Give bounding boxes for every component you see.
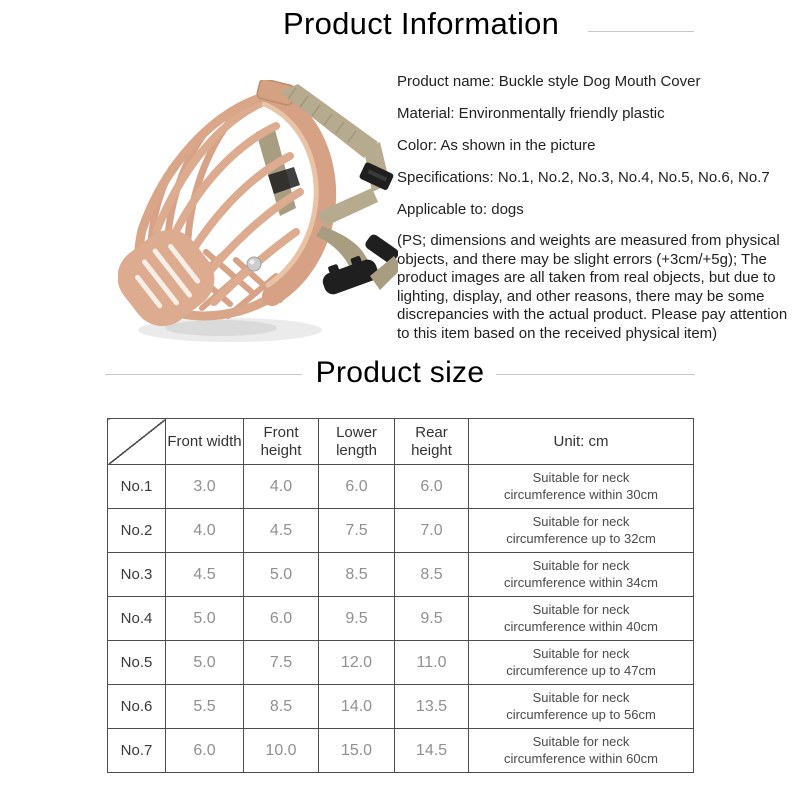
col-lower-length: Lower length: [319, 419, 395, 465]
size-row-no5: [108, 641, 694, 685]
col-rear-height: Rear height: [395, 419, 469, 465]
strap-tail: [370, 256, 398, 290]
fit-note: Suitable for neck circumference within 40cm: [469, 597, 694, 641]
row-label: No.5: [108, 641, 166, 685]
lower-length-value: 12.0: [319, 641, 395, 685]
size-row-no6: [108, 685, 694, 729]
lower-length-value: 15.0: [319, 729, 395, 773]
row-label: No.1: [108, 465, 166, 509]
front-width-value: 3.0: [166, 465, 244, 509]
front-height-value: 6.0: [244, 597, 319, 641]
col-front-width: Front width: [166, 419, 244, 465]
detail-applicable: Applicable to: dogs: [397, 201, 524, 218]
detail-color: Color: As shown in the picture: [397, 137, 596, 154]
size-divider-right: [496, 374, 695, 375]
front-width-value: 5.0: [166, 597, 244, 641]
detail-product-name: Product name: Buckle style Dog Mouth Cover: [397, 73, 701, 90]
section-title-product-size: Product size: [315, 356, 485, 389]
detail-specifications: Specifications: No.1, No.2, No.3, No.4, No.5, No.6, No.7: [397, 169, 770, 186]
row-label: No.4: [108, 597, 166, 641]
lower-length-value: 14.0: [319, 685, 395, 729]
rivet: [247, 257, 261, 271]
size-table-header-row: [108, 419, 694, 465]
front-width-value: 4.0: [166, 509, 244, 553]
col-unit: Unit: cm: [469, 419, 694, 465]
front-height-value: 4.0: [244, 465, 319, 509]
front-height-value: 7.5: [244, 641, 319, 685]
front-height-value: 8.5: [244, 685, 319, 729]
rear-height-value: 8.5: [395, 553, 469, 597]
front-width-value: 5.5: [166, 685, 244, 729]
lower-length-value: 7.5: [319, 509, 395, 553]
lower-length-value: 6.0: [319, 465, 395, 509]
size-row-no4: [108, 597, 694, 641]
page-title: Product Information: [283, 6, 560, 41]
size-table: [107, 418, 694, 773]
size-row-no7: [108, 729, 694, 773]
lower-length-value: 8.5: [319, 553, 395, 597]
product-details: [397, 72, 799, 343]
rear-height-value: 7.0: [395, 509, 469, 553]
fit-note: Suitable for neck circumference up to 32cm: [469, 509, 694, 553]
front-height-value: 5.0: [244, 553, 319, 597]
size-divider-left: [105, 374, 302, 375]
fit-note: Suitable for neck circumference within 60cm: [469, 729, 694, 773]
fit-note: Suitable for neck circumference up to 56cm: [469, 685, 694, 729]
col-front-height: Front height: [244, 419, 319, 465]
fit-note: Suitable for neck circumference up to 47cm: [469, 641, 694, 685]
detail-material: Material: Environmentally friendly plastic: [397, 105, 665, 122]
size-table-diagonal-cell: [108, 419, 166, 465]
row-label: No.3: [108, 553, 166, 597]
size-row-no1: [108, 465, 694, 509]
row-label: No.6: [108, 685, 166, 729]
row-label: No.2: [108, 509, 166, 553]
front-height-value: 4.5: [244, 509, 319, 553]
front-width-value: 6.0: [166, 729, 244, 773]
row-label: No.7: [108, 729, 166, 773]
lower-length-value: 9.5: [319, 597, 395, 641]
rear-height-value: 13.5: [395, 685, 469, 729]
front-height-value: 10.0: [244, 729, 319, 773]
rear-height-value: 6.0: [395, 465, 469, 509]
title-divider-line: [588, 31, 694, 32]
detail-ps-note: (PS; dimensions and weights are measured from physical objects, and there may be slight errors (+3cm/+5g); The product images are all taken from real objects, but due to lighting, display, and other reasons, there may be some discrepancies with the actual product. Please pay attention to this item based on the received physical item): [397, 232, 788, 342]
product-photo-dog-muzzle: [118, 80, 398, 348]
front-width-value: 4.5: [166, 553, 244, 597]
front-width-value: 5.0: [166, 641, 244, 685]
fit-note: Suitable for neck circumference within 30cm: [469, 465, 694, 509]
size-row-no2: [108, 509, 694, 553]
fit-note: Suitable for neck circumference within 34cm: [469, 553, 694, 597]
rear-height-value: 11.0: [395, 641, 469, 685]
size-row-no3: [108, 553, 694, 597]
rear-height-value: 14.5: [395, 729, 469, 773]
rear-height-value: 9.5: [395, 597, 469, 641]
